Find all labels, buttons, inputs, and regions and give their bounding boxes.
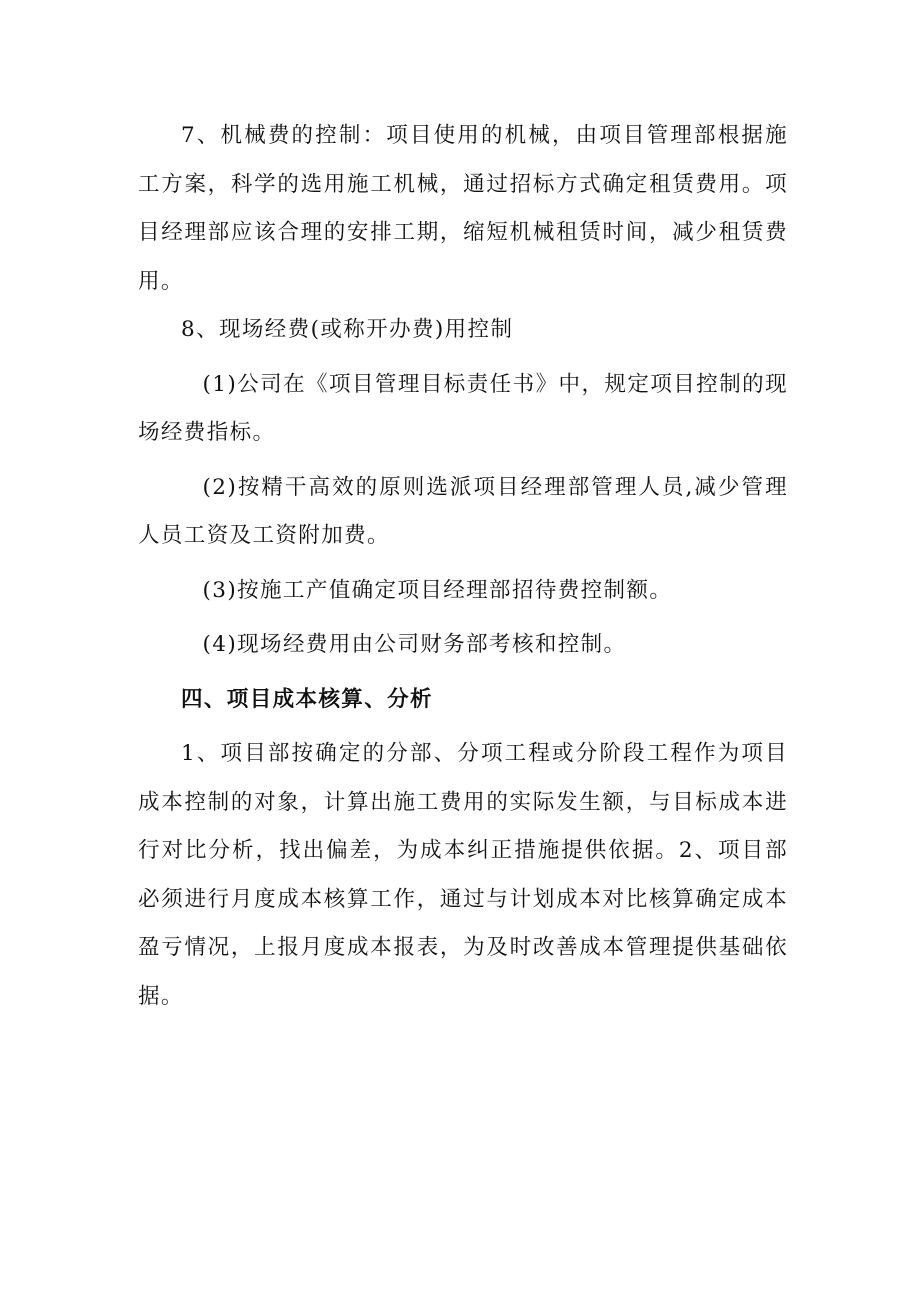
paragraph-site-expense-item-4: (4)现场经费用由公司财务部考核和控制。: [202, 632, 627, 657]
paragraph-machinery-cost: 7、机械费的控制：项目使用的机械，由项目管理部根据施工方案，科学的选用施工机械，通过招标方式确定租赁费用。项目经理部应该合理的安排工期，缩短机械租赁时间，减少租赁费用。: [138, 123, 788, 294]
paragraph-cost-accounting: 1、项目部按确定的分部、分项工程或分阶段工程作为项目成本控制的对象，计算出施工费用的实际发生额，与目标成本进行对比分析，找出偏差，为成本纠正措施提供依据。2、项目部必须进行月度成本核算工作，通过与计划成本对比核算确定成本盈亏情况，上报月度成本报表，为及时改善成本管理提供基础依据。: [138, 741, 788, 1009]
paragraph-site-expense-item-3: (3)按施工产值确定项目经理部招待费控制额。: [202, 577, 673, 603]
paragraph-site-expense-title: 8、现场经费(或称开办费)用控制: [181, 317, 514, 342]
paragraph-site-expense-item-2: (2)按精干高效的原则选派项目经理部管理人员,减少管理人员工资及工资附加费。: [138, 474, 788, 548]
document-page: [138, 112, 788, 1021]
section-heading: 四、项目成本核算、分析: [181, 686, 433, 712]
paragraph-site-expense-item-1: (1)公司在《项目管理目标责任书》中，规定项目控制的现场经费指标。: [138, 371, 788, 445]
